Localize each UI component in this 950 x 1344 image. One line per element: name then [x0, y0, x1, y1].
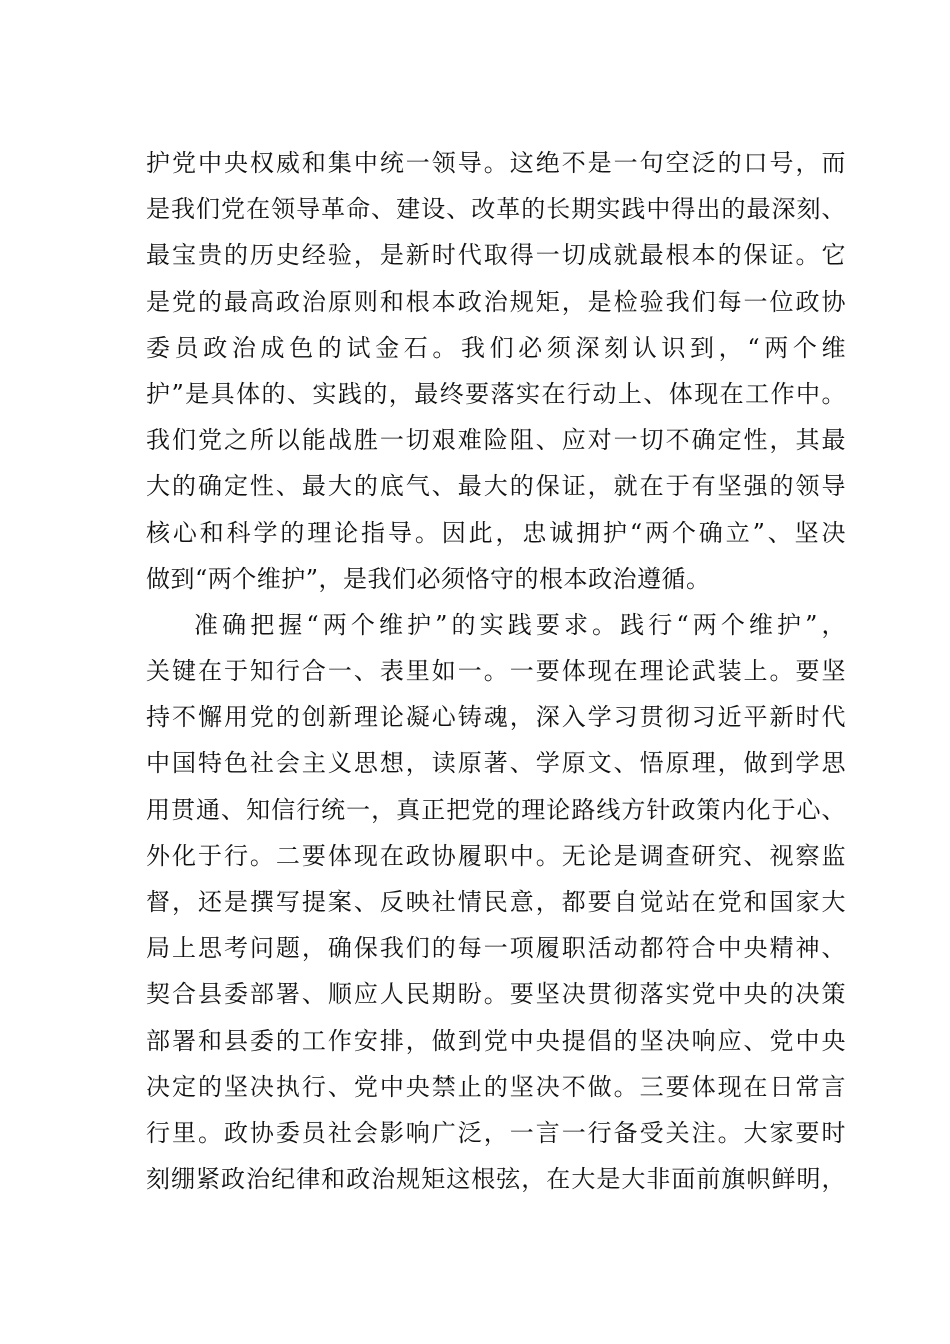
text-line: 护”是具体的、实践的，最终要落实在行动上、体现在工作中。 — [146, 379, 846, 408]
text-line: 决定的坚决执行、党中央禁止的坚决不做。三要体现在日常言 — [146, 1072, 846, 1101]
text-line: 契合县委部署、顺应人民期盼。要坚决贯彻落实党中央的决策 — [146, 980, 846, 1009]
body-text — [146, 140, 846, 1202]
text-line: 刻绷紧政治纪律和政治规矩这根弦，在大是大非面前旗帜鲜明， — [146, 1165, 846, 1194]
text-line: 部署和县委的工作安排，做到党中央提倡的坚决响应、党中央 — [146, 1026, 846, 1055]
text-line: 是我们党在领导革命、建设、改革的长期实践中得出的最深刻、 — [146, 195, 846, 224]
text-line: 核心和科学的理论指导。因此，忠诚拥护“两个确立”、坚决 — [146, 518, 846, 547]
text-line: 做到“两个维护”，是我们必须恪守的根本政治遵循。 — [146, 564, 711, 593]
text-line: 是党的最高政治原则和根本政治规矩，是检验我们每一位政协 — [146, 287, 846, 316]
paragraph-1 — [146, 140, 846, 602]
text-line: 准确把握“两个维护”的实践要求。践行“两个维护”， — [194, 610, 846, 639]
text-line: 委员政治成色的试金石。我们必须深刻认识到，“两个维 — [146, 333, 846, 362]
text-line: 局上思考问题，确保我们的每一项履职活动都符合中央精神、 — [146, 934, 846, 963]
text-line: 中国特色社会主义思想，读原著、学原文、悟原理，做到学思 — [146, 749, 846, 778]
text-line: 行里。政协委员社会影响广泛，一言一行备受关注。大家要时 — [146, 1118, 846, 1147]
text-line: 我们党之所以能战胜一切艰难险阻、应对一切不确定性，其最 — [146, 426, 846, 455]
text-line: 最宝贵的历史经验，是新时代取得一切成就最根本的保证。它 — [146, 241, 846, 270]
text-line: 督，还是撰写提案、反映社情民意，都要自觉站在党和国家大 — [146, 888, 846, 916]
paragraph-2 — [146, 602, 846, 1202]
text-line: 外化于行。二要体现在政协履职中。无论是调查研究、视察监 — [146, 841, 846, 870]
text-line: 用贯通、知信行统一，真正把党的理论路线方针政策内化于心、 — [146, 795, 846, 824]
text-line: 护党中央权威和集中统一领导。这绝不是一句空泛的口号，而 — [146, 149, 846, 177]
text-line: 大的确定性、最大的底气、最大的保证，就在于有坚强的领导 — [146, 472, 846, 501]
text-line: 关键在于知行合一、表里如一。一要体现在理论武装上。要坚 — [146, 657, 846, 686]
text-line: 持不懈用党的创新理论凝心铸魂，深入学习贯彻习近平新时代 — [146, 703, 846, 732]
